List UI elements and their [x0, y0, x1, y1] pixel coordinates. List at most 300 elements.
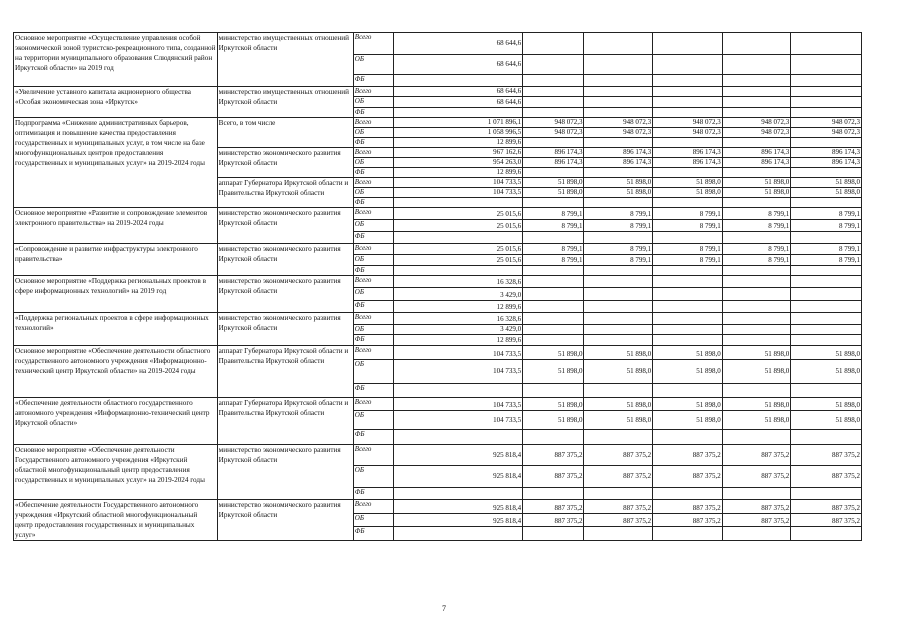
amount-cell [523, 55, 584, 75]
amount-cell: 8 799,1 [584, 244, 653, 255]
funding-source: ОБ [353, 466, 394, 488]
amount-cell: 8 799,1 [791, 220, 862, 232]
amount-cell [523, 108, 584, 118]
amount-cell: 8 799,1 [523, 208, 584, 220]
amount-cell: 887 375,2 [523, 500, 584, 514]
amount-cell: 896 174,3 [523, 158, 584, 168]
amount-cell [653, 325, 723, 335]
amount-cell: 887 375,2 [791, 445, 862, 466]
amount-cell: 948 072,3 [722, 128, 791, 138]
amount-cell [791, 488, 862, 500]
amount-cell [791, 97, 862, 108]
funding-source: ФБ [353, 168, 394, 178]
amount-cell-2019: 16 328,6 [394, 276, 523, 288]
amount-cell [722, 108, 791, 118]
amount-cell: 948 072,3 [653, 128, 723, 138]
amount-cell: 887 375,2 [791, 500, 862, 514]
measure-description: «Обеспечение деятельности областного государственного автономного учреждения «Информационно-технический центр Иркутской области» [14, 398, 218, 445]
amount-cell [791, 325, 862, 335]
amount-cell [653, 335, 723, 346]
amount-cell: 51 898,0 [653, 398, 723, 411]
amount-cell-2019 [394, 488, 523, 500]
amount-cell [722, 313, 791, 325]
amount-cell [653, 232, 723, 244]
amount-cell [584, 301, 653, 313]
amount-cell: 51 898,0 [523, 360, 584, 384]
amount-cell-2019: 68 644,6 [394, 33, 523, 55]
amount-cell-2019 [394, 75, 523, 87]
funding-source: ОБ [353, 255, 394, 266]
amount-cell [523, 75, 584, 87]
amount-cell [722, 87, 791, 97]
amount-cell: 948 072,3 [791, 118, 862, 128]
amount-cell: 51 898,0 [584, 398, 653, 411]
amount-cell [653, 55, 723, 75]
amount-cell-2019: 104 733,5 [394, 411, 523, 430]
measure-description: «Сопровождение и развитие инфраструктуры электронного правительства» [14, 244, 218, 276]
table-row [14, 87, 862, 97]
funding-source: ОБ [353, 128, 394, 138]
amount-cell [653, 108, 723, 118]
amount-cell-2019: 925 818,4 [394, 466, 523, 488]
amount-cell-2019: 3 429,0 [394, 288, 523, 301]
amount-cell-2019 [394, 430, 523, 445]
amount-cell [584, 108, 653, 118]
amount-cell [523, 97, 584, 108]
amount-cell: 948 072,3 [791, 128, 862, 138]
amount-cell-2019: 12 899,6 [394, 138, 523, 148]
measure-description: «Поддержка региональных проектов в сфере информационных технологий» [14, 313, 218, 346]
amount-cell: 8 799,1 [791, 255, 862, 266]
amount-cell: 51 898,0 [584, 360, 653, 384]
amount-cell-2019 [394, 384, 523, 398]
amount-cell [523, 335, 584, 346]
amount-cell: 51 898,0 [584, 411, 653, 430]
amount-cell: 887 375,2 [722, 514, 791, 526]
amount-cell [722, 276, 791, 288]
amount-cell: 51 898,0 [722, 178, 791, 188]
amount-cell: 896 174,3 [722, 158, 791, 168]
amount-cell: 8 799,1 [653, 208, 723, 220]
responsible-executor: министерство экономического развития Иркутской области [217, 244, 353, 276]
responsible-executor: министерство экономического развития Иркутской области [217, 445, 353, 500]
amount-cell [791, 33, 862, 55]
responsible-executor: аппарат Губернатора Иркутской области и Правительства Иркутской области [217, 346, 353, 398]
amount-cell [653, 75, 723, 87]
amount-cell: 887 375,2 [584, 500, 653, 514]
funding-source: Всего [353, 208, 394, 220]
amount-cell-2019: 925 818,4 [394, 500, 523, 514]
table-row [14, 244, 862, 255]
amount-cell: 887 375,2 [523, 514, 584, 526]
amount-cell: 8 799,1 [722, 244, 791, 255]
amount-cell [584, 138, 653, 148]
amount-cell [722, 168, 791, 178]
amount-cell [584, 198, 653, 208]
amount-cell [791, 168, 862, 178]
amount-cell-2019: 104 733,5 [394, 188, 523, 198]
amount-cell-2019: 25 015,6 [394, 255, 523, 266]
amount-cell: 8 799,1 [653, 244, 723, 255]
amount-cell [584, 335, 653, 346]
amount-cell [791, 75, 862, 87]
amount-cell: 51 898,0 [523, 178, 584, 188]
amount-cell [722, 488, 791, 500]
measure-description: Основное мероприятие «Развитие и сопровождение элементов электронного правительства» на 2019-2024 годы [14, 208, 218, 244]
amount-cell [791, 266, 862, 276]
amount-cell: 8 799,1 [722, 220, 791, 232]
amount-cell: 896 174,3 [523, 148, 584, 158]
amount-cell [653, 33, 723, 55]
funding-source: ОБ [353, 360, 394, 384]
amount-cell: 51 898,0 [584, 346, 653, 360]
amount-cell-2019: 104 733,5 [394, 178, 523, 188]
responsible-executor: аппарат Губернатора Иркутской области и Правительства Иркутской области [217, 398, 353, 445]
amount-cell: 8 799,1 [584, 208, 653, 220]
amount-cell: 51 898,0 [791, 188, 862, 198]
amount-cell: 51 898,0 [523, 398, 584, 411]
amount-cell [791, 335, 862, 346]
amount-cell [523, 33, 584, 55]
amount-cell-2019: 12 899,6 [394, 335, 523, 346]
amount-cell: 896 174,3 [584, 148, 653, 158]
amount-cell: 51 898,0 [523, 346, 584, 360]
amount-cell: 896 174,3 [791, 158, 862, 168]
amount-cell [791, 55, 862, 75]
amount-cell [584, 313, 653, 325]
amount-cell-2019: 12 899,6 [394, 168, 523, 178]
amount-cell [584, 430, 653, 445]
amount-cell [722, 325, 791, 335]
amount-cell-2019: 104 733,5 [394, 360, 523, 384]
measure-description: «Обеспечение деятельности Государственного автономного учреждения «Иркутский областной многофункциональный центр предоставления государственных и муниципальных услуг» [14, 500, 218, 541]
amount-cell-2019: 16 328,6 [394, 313, 523, 325]
amount-cell: 887 375,2 [523, 466, 584, 488]
amount-cell-2019: 25 015,6 [394, 220, 523, 232]
amount-cell: 51 898,0 [791, 398, 862, 411]
amount-cell: 51 898,0 [791, 411, 862, 430]
responsible-executor: аппарат Губернатора Иркутской области и Правительства Иркутской области [217, 178, 353, 208]
table-row [14, 445, 862, 466]
amount-cell: 948 072,3 [523, 118, 584, 128]
amount-cell-2019: 68 644,6 [394, 97, 523, 108]
amount-cell [523, 301, 584, 313]
amount-cell-2019: 25 015,6 [394, 244, 523, 255]
responsible-executor: министерство экономического развития Иркутской области [217, 313, 353, 346]
amount-cell [523, 430, 584, 445]
funding-source: Всего [353, 118, 394, 128]
amount-cell [584, 488, 653, 500]
funding-source: Всего [353, 33, 394, 55]
amount-cell: 51 898,0 [584, 188, 653, 198]
amount-cell: 896 174,3 [584, 158, 653, 168]
amount-cell: 887 375,2 [791, 514, 862, 526]
amount-cell: 51 898,0 [523, 188, 584, 198]
amount-cell [584, 266, 653, 276]
funding-source: ФБ [353, 266, 394, 276]
funding-source: ОБ [353, 158, 394, 168]
responsible-executor: министерство имущественных отношений Иркутской области [217, 33, 353, 87]
amount-cell: 51 898,0 [791, 178, 862, 188]
amount-cell-2019 [394, 232, 523, 244]
amount-cell [722, 55, 791, 75]
funding-source: ОБ [353, 97, 394, 108]
amount-cell: 887 375,2 [653, 500, 723, 514]
amount-cell: 887 375,2 [584, 466, 653, 488]
funding-source: ОБ [353, 220, 394, 232]
amount-cell: 896 174,3 [653, 158, 723, 168]
amount-cell: 948 072,3 [653, 118, 723, 128]
funding-source: Всего [353, 178, 394, 188]
amount-cell: 51 898,0 [791, 346, 862, 360]
amount-cell [653, 288, 723, 301]
amount-cell [523, 276, 584, 288]
amount-cell [722, 266, 791, 276]
table-row [14, 276, 862, 288]
document-page [13, 32, 862, 541]
funding-source: Всего [353, 276, 394, 288]
measure-description: Основное мероприятие «Поддержка региональных проектов в сфере информационных технологий» на 2019 год [14, 276, 218, 313]
amount-cell [523, 526, 584, 540]
funding-source: ФБ [353, 430, 394, 445]
funding-source: Всего [353, 445, 394, 466]
amount-cell: 8 799,1 [722, 255, 791, 266]
amount-cell [584, 168, 653, 178]
amount-cell [791, 276, 862, 288]
amount-cell [584, 55, 653, 75]
funding-source: Всего [353, 313, 394, 325]
amount-cell-2019: 925 818,4 [394, 445, 523, 466]
amount-cell: 51 898,0 [722, 188, 791, 198]
amount-cell [584, 232, 653, 244]
funding-source: Всего [353, 398, 394, 411]
funding-source: ФБ [353, 75, 394, 87]
amount-cell: 51 898,0 [722, 411, 791, 430]
amount-cell [722, 288, 791, 301]
funding-source: ФБ [353, 488, 394, 500]
amount-cell: 8 799,1 [791, 244, 862, 255]
amount-cell-2019: 68 644,6 [394, 55, 523, 75]
amount-cell [653, 313, 723, 325]
amount-cell: 51 898,0 [722, 360, 791, 384]
amount-cell [791, 313, 862, 325]
table-row [14, 313, 862, 325]
funding-source: ОБ [353, 411, 394, 430]
amount-cell [653, 168, 723, 178]
amount-cell [584, 75, 653, 87]
amount-cell: 51 898,0 [722, 398, 791, 411]
amount-cell: 8 799,1 [523, 244, 584, 255]
amount-cell [791, 384, 862, 398]
amount-cell [653, 488, 723, 500]
amount-cell [523, 266, 584, 276]
table-row [14, 346, 862, 360]
funding-source: ОБ [353, 514, 394, 526]
amount-cell [791, 138, 862, 148]
amount-cell [523, 384, 584, 398]
amount-cell [653, 526, 723, 540]
amount-cell [722, 232, 791, 244]
amount-cell: 887 375,2 [584, 514, 653, 526]
amount-cell [523, 87, 584, 97]
amount-cell: 51 898,0 [722, 346, 791, 360]
amount-cell: 8 799,1 [584, 220, 653, 232]
amount-cell [653, 276, 723, 288]
amount-cell [523, 313, 584, 325]
amount-cell [791, 301, 862, 313]
budget-table [13, 32, 862, 541]
amount-cell-2019 [394, 266, 523, 276]
amount-cell: 51 898,0 [523, 411, 584, 430]
measure-description: Основное мероприятие «Осуществление управления особой экономической зоной туристско-рекреационного типа, созданной на территории муниципального образования Слюдянский район Иркутской области» на 2019 год [14, 33, 218, 87]
amount-cell: 887 375,2 [791, 466, 862, 488]
amount-cell-2019: 12 899,6 [394, 301, 523, 313]
funding-source: ФБ [353, 301, 394, 313]
responsible-executor: министерство имущественных отношений Иркутской области [217, 87, 353, 118]
amount-cell: 51 898,0 [653, 188, 723, 198]
amount-cell: 51 898,0 [653, 178, 723, 188]
amount-cell [722, 33, 791, 55]
funding-source: ФБ [353, 526, 394, 540]
amount-cell: 896 174,3 [791, 148, 862, 158]
amount-cell [523, 138, 584, 148]
amount-cell: 948 072,3 [584, 118, 653, 128]
amount-cell [791, 108, 862, 118]
amount-cell [584, 87, 653, 97]
amount-cell [523, 488, 584, 500]
amount-cell [584, 276, 653, 288]
amount-cell-2019: 104 733,5 [394, 346, 523, 360]
amount-cell: 8 799,1 [584, 255, 653, 266]
amount-cell: 51 898,0 [653, 411, 723, 430]
table-row [14, 398, 862, 411]
amount-cell: 51 898,0 [653, 360, 723, 384]
amount-cell [653, 430, 723, 445]
amount-cell-2019: 954 263,0 [394, 158, 523, 168]
funding-source: ФБ [353, 232, 394, 244]
amount-cell: 896 174,3 [653, 148, 723, 158]
responsible-executor: министерство экономического развития Иркутской области [217, 208, 353, 244]
amount-cell [523, 168, 584, 178]
funding-source: ОБ [353, 55, 394, 75]
measure-description: «Увеличение уставного капитала акционерного общества «Особая экономическая зона «Иркутск» [14, 87, 218, 118]
amount-cell: 948 072,3 [584, 128, 653, 138]
amount-cell [722, 430, 791, 445]
amount-cell [584, 288, 653, 301]
table-row [14, 33, 862, 55]
funding-source: Всего [353, 346, 394, 360]
amount-cell [791, 232, 862, 244]
amount-cell-2019: 1 071 896,1 [394, 118, 523, 128]
measure-description: Основное мероприятие «Обеспечение деятельности Государственного автономного учреждения «Иркутский областной многофункциональный центр предоставления государственных и муниципальных услуг» на 2019-2024 годы [14, 445, 218, 500]
amount-cell [653, 97, 723, 108]
amount-cell: 887 375,2 [653, 514, 723, 526]
amount-cell [653, 87, 723, 97]
amount-cell: 8 799,1 [523, 255, 584, 266]
amount-cell-2019: 68 644,6 [394, 87, 523, 97]
funding-source: Всего [353, 500, 394, 514]
funding-source: Всего [353, 148, 394, 158]
amount-cell [722, 301, 791, 313]
funding-source: ОБ [353, 325, 394, 335]
amount-cell [584, 384, 653, 398]
amount-cell [791, 87, 862, 97]
table-row [14, 208, 862, 220]
amount-cell [722, 138, 791, 148]
funding-source: ОБ [353, 188, 394, 198]
amount-cell [791, 526, 862, 540]
funding-source: ОБ [353, 288, 394, 301]
funding-source: Всего [353, 87, 394, 97]
responsible-executor: министерство экономического развития Иркутской области [217, 148, 353, 178]
amount-cell: 887 375,2 [722, 500, 791, 514]
amount-cell [523, 288, 584, 301]
amount-cell [722, 97, 791, 108]
amount-cell [722, 198, 791, 208]
amount-cell [584, 33, 653, 55]
amount-cell-2019 [394, 108, 523, 118]
funding-source: Всего [353, 244, 394, 255]
amount-cell-2019 [394, 198, 523, 208]
amount-cell [791, 198, 862, 208]
responsible-executor: министерство экономического развития Иркутской области [217, 276, 353, 313]
amount-cell: 887 375,2 [653, 445, 723, 466]
amount-cell-2019: 967 162,6 [394, 148, 523, 158]
amount-cell: 8 799,1 [653, 255, 723, 266]
amount-cell-2019: 925 818,4 [394, 514, 523, 526]
amount-cell [791, 430, 862, 445]
table-row [14, 500, 862, 514]
responsible-executor: министерство экономического развития Иркутской области [217, 500, 353, 541]
measure-description: Подпрограмма «Снижение административных барьеров, оптимизация и повышение качества предоставления государственных и муниципальных услуг, в том числе на базе многофункциональных центров предоставления государственных и муниципальных услуг» на 2019-2024 годы [14, 118, 218, 208]
amount-cell: 887 375,2 [722, 445, 791, 466]
amount-cell [653, 138, 723, 148]
amount-cell [584, 526, 653, 540]
amount-cell: 948 072,3 [722, 118, 791, 128]
amount-cell [584, 97, 653, 108]
amount-cell: 8 799,1 [523, 220, 584, 232]
amount-cell-2019: 3 429,0 [394, 325, 523, 335]
amount-cell: 887 375,2 [584, 445, 653, 466]
amount-cell [523, 232, 584, 244]
funding-source: ФБ [353, 108, 394, 118]
amount-cell [653, 301, 723, 313]
amount-cell-2019 [394, 526, 523, 540]
responsible-executor: Всего, в том числе [217, 118, 353, 148]
amount-cell-2019: 104 733,5 [394, 398, 523, 411]
amount-cell-2019: 1 058 996,5 [394, 128, 523, 138]
amount-cell: 948 072,3 [523, 128, 584, 138]
amount-cell [653, 198, 723, 208]
amount-cell [653, 384, 723, 398]
amount-cell: 51 898,0 [653, 346, 723, 360]
funding-source: ФБ [353, 335, 394, 346]
amount-cell [722, 75, 791, 87]
amount-cell: 887 375,2 [653, 466, 723, 488]
amount-cell [523, 325, 584, 335]
table-row [14, 118, 862, 128]
amount-cell: 51 898,0 [584, 178, 653, 188]
amount-cell: 887 375,2 [523, 445, 584, 466]
amount-cell [653, 266, 723, 276]
measure-description: Основное мероприятие «Обеспечение деятельности областного государственного автономного учреждения «Информационно-технический центр Иркутской области» на 2019-2024 годы [14, 346, 218, 398]
funding-source: ФБ [353, 384, 394, 398]
amount-cell: 896 174,3 [722, 148, 791, 158]
amount-cell: 8 799,1 [653, 220, 723, 232]
amount-cell: 51 898,0 [791, 360, 862, 384]
funding-source: ФБ [353, 198, 394, 208]
amount-cell [523, 198, 584, 208]
